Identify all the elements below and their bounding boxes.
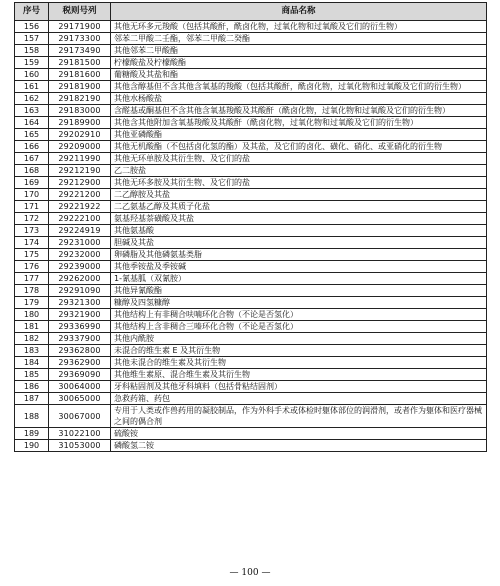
table-row [15, 153, 487, 165]
row-code: 31022100 [49, 428, 111, 440]
row-code: 29231000 [49, 237, 111, 249]
row-no: 189 [15, 428, 49, 440]
row-code: 29336990 [49, 321, 111, 333]
row-no: 166 [15, 141, 49, 153]
row-name: 其他无环单胺及其衍生物、及它们的盐 [111, 153, 487, 165]
row-name: 胆碱及其盐 [111, 237, 487, 249]
row-name: 其他邻苯二甲酸酯 [111, 45, 487, 57]
row-code: 29189900 [49, 117, 111, 129]
row-code: 29181900 [49, 81, 111, 93]
table-row [15, 81, 487, 93]
row-code: 29181600 [49, 69, 111, 81]
row-no: 187 [15, 393, 49, 405]
table-row [15, 261, 487, 273]
row-name: 其他内酰胺 [111, 333, 487, 345]
row-no: 186 [15, 381, 49, 393]
table-row [15, 285, 487, 297]
table-row [15, 381, 487, 393]
row-no: 179 [15, 297, 49, 309]
row-name: 其他含其他附加含氧基羧酸及其酸酐（酰卤化物，过氧化物和过氧酸及它们的衍生物） [111, 117, 487, 129]
row-code: 30065000 [49, 393, 111, 405]
row-name: 1-氰基胍（双氰胺） [111, 273, 487, 285]
row-no: 177 [15, 273, 49, 285]
row-code: 29321900 [49, 309, 111, 321]
row-name: 磷酸氢二铵 [111, 440, 487, 452]
table-row [15, 393, 487, 405]
table-row [15, 440, 487, 452]
row-no: 190 [15, 440, 49, 452]
row-no: 165 [15, 129, 49, 141]
table-row [15, 297, 487, 309]
row-code: 31053000 [49, 440, 111, 452]
row-no: 164 [15, 117, 49, 129]
header-no: 序号 [15, 3, 49, 21]
row-name: 硫酸铵 [111, 428, 487, 440]
row-name: 未混合的维生素 E 及其衍生物 [111, 345, 487, 357]
row-no: 158 [15, 45, 49, 57]
row-no: 176 [15, 261, 49, 273]
row-no: 188 [15, 405, 49, 428]
table-header [15, 3, 487, 21]
row-no: 175 [15, 249, 49, 261]
table-row [15, 225, 487, 237]
table-row [15, 177, 487, 189]
table-row [15, 405, 487, 428]
row-name: 其他无环多元羧酸（包括其酸酐，酰卤化物，过氧化物和过氧酸及它们的衍生物） [111, 21, 487, 33]
table-row [15, 189, 487, 201]
row-code: 29221922 [49, 201, 111, 213]
row-no: 157 [15, 33, 49, 45]
table-row [15, 33, 487, 45]
row-code: 29202910 [49, 129, 111, 141]
table-row [15, 273, 487, 285]
row-code: 29182190 [49, 93, 111, 105]
row-no: 156 [15, 21, 49, 33]
row-code: 29212900 [49, 177, 111, 189]
row-code: 29173490 [49, 45, 111, 57]
row-name: 葡糖酸及其盐和酯 [111, 69, 487, 81]
row-name: 乙二胺盐 [111, 165, 487, 177]
row-code: 29262000 [49, 273, 111, 285]
row-name: 其他维生素原、混合维生素及其衍生物 [111, 369, 487, 381]
table-row [15, 309, 487, 321]
table-row [15, 141, 487, 153]
row-name: 柠檬酸盐及柠檬酸酯 [111, 57, 487, 69]
row-no: 178 [15, 285, 49, 297]
table-row [15, 69, 487, 81]
row-name: 二乙醇胺及其盐 [111, 189, 487, 201]
row-name: 邻苯二甲酸二壬酯，邻苯二甲酸二癸酯 [111, 33, 487, 45]
table-row [15, 357, 487, 369]
row-no: 182 [15, 333, 49, 345]
row-name: 其他季铵盐及季铵碱 [111, 261, 487, 273]
table-row [15, 165, 487, 177]
row-no: 172 [15, 213, 49, 225]
table-row [15, 21, 487, 33]
row-code: 29369090 [49, 369, 111, 381]
table-row [15, 57, 487, 69]
row-name: 其他结构上含非稠合三嗪环化合物（不论是否氢化） [111, 321, 487, 333]
row-name: 其他氨基酸 [111, 225, 487, 237]
row-no: 183 [15, 345, 49, 357]
row-code: 29232000 [49, 249, 111, 261]
row-code: 29291090 [49, 285, 111, 297]
table-row [15, 321, 487, 333]
row-name: 其他无环多胺及其衍生物、及它们的盐 [111, 177, 487, 189]
row-name: 专用于人类或作兽药用的凝胶制品，作为外科手术或体检时躯体部位的润滑剂，或者作为躯体和医疗器械之间的偶合剂 [111, 405, 487, 428]
table-row [15, 93, 487, 105]
row-no: 169 [15, 177, 49, 189]
row-no: 162 [15, 93, 49, 105]
table-body [15, 21, 487, 452]
row-name: 二乙氨基乙醇及其质子化盐 [111, 201, 487, 213]
page-number: — 100 — [229, 568, 271, 578]
row-code: 29362800 [49, 345, 111, 357]
table-row [15, 105, 487, 117]
row-no: 170 [15, 189, 49, 201]
row-no: 184 [15, 357, 49, 369]
row-code: 29209000 [49, 141, 111, 153]
table-row [15, 213, 487, 225]
row-code: 29211990 [49, 153, 111, 165]
row-code: 29362900 [49, 357, 111, 369]
header-code: 税则号列 [49, 3, 111, 21]
header-name: 商品名称 [111, 3, 487, 21]
row-code: 29222100 [49, 213, 111, 225]
row-code: 30067000 [49, 405, 111, 428]
row-name: 其他无机酸酯（不包括卤化氢的酯）及其盐，及它们的卤化、磺化、硝化、或亚硝化的衍生物 [111, 141, 487, 153]
row-code: 29239000 [49, 261, 111, 273]
row-name: 其他未混合的维生素及其衍生物 [111, 357, 487, 369]
row-no: 159 [15, 57, 49, 69]
table-row [15, 333, 487, 345]
row-code: 29337900 [49, 333, 111, 345]
table-row [15, 129, 487, 141]
row-no: 163 [15, 105, 49, 117]
row-name: 糠醇及四氢糠醇 [111, 297, 487, 309]
row-no: 161 [15, 81, 49, 93]
row-name: 牙科粘固剂及其他牙科填料（包括骨粘结固剂） [111, 381, 487, 393]
row-name: 其他异氰酸酯 [111, 285, 487, 297]
row-code: 29173300 [49, 33, 111, 45]
table-row [15, 117, 487, 129]
table-row [15, 369, 487, 381]
row-name: 其他结构上有非稠合呋喃环化合物（不论是否氢化） [111, 309, 487, 321]
row-name: 氨基羟基萘磺酸及其盐 [111, 213, 487, 225]
row-no: 160 [15, 69, 49, 81]
row-code: 29212190 [49, 165, 111, 177]
row-code: 29224919 [49, 225, 111, 237]
row-no: 168 [15, 165, 49, 177]
row-code: 29171900 [49, 21, 111, 33]
table-row [15, 201, 487, 213]
table-row [15, 45, 487, 57]
row-code: 29321300 [49, 297, 111, 309]
row-name: 卵磷脂及其他磷氨基类脂 [111, 249, 487, 261]
row-no: 167 [15, 153, 49, 165]
table-row [15, 345, 487, 357]
table-row [15, 249, 487, 261]
row-name: 含醛基或酮基但不含其他含氧基羧酸及其酸酐（酰卤化物，过氧化物和过氧酸及它们的衍生物） [111, 105, 487, 117]
row-no: 181 [15, 321, 49, 333]
row-no: 171 [15, 201, 49, 213]
row-name: 其他亚磷酸酯 [111, 129, 487, 141]
row-name: 其他水杨酸盐 [111, 93, 487, 105]
row-no: 180 [15, 309, 49, 321]
tariff-table [14, 2, 487, 452]
row-code: 29221200 [49, 189, 111, 201]
header-row [15, 3, 487, 21]
row-code: 29181500 [49, 57, 111, 69]
table-row [15, 428, 487, 440]
row-code: 30064000 [49, 381, 111, 393]
row-name: 其他含醇基但不含其他含氧基的羧酸（包括其酸酐，酰卤化物，过氧化物和过氧酸及它们的衍生物） [111, 81, 487, 93]
row-no: 185 [15, 369, 49, 381]
row-no: 173 [15, 225, 49, 237]
table-row [15, 237, 487, 249]
row-name: 急救药箱、药包 [111, 393, 487, 405]
row-no: 174 [15, 237, 49, 249]
row-code: 29183000 [49, 105, 111, 117]
